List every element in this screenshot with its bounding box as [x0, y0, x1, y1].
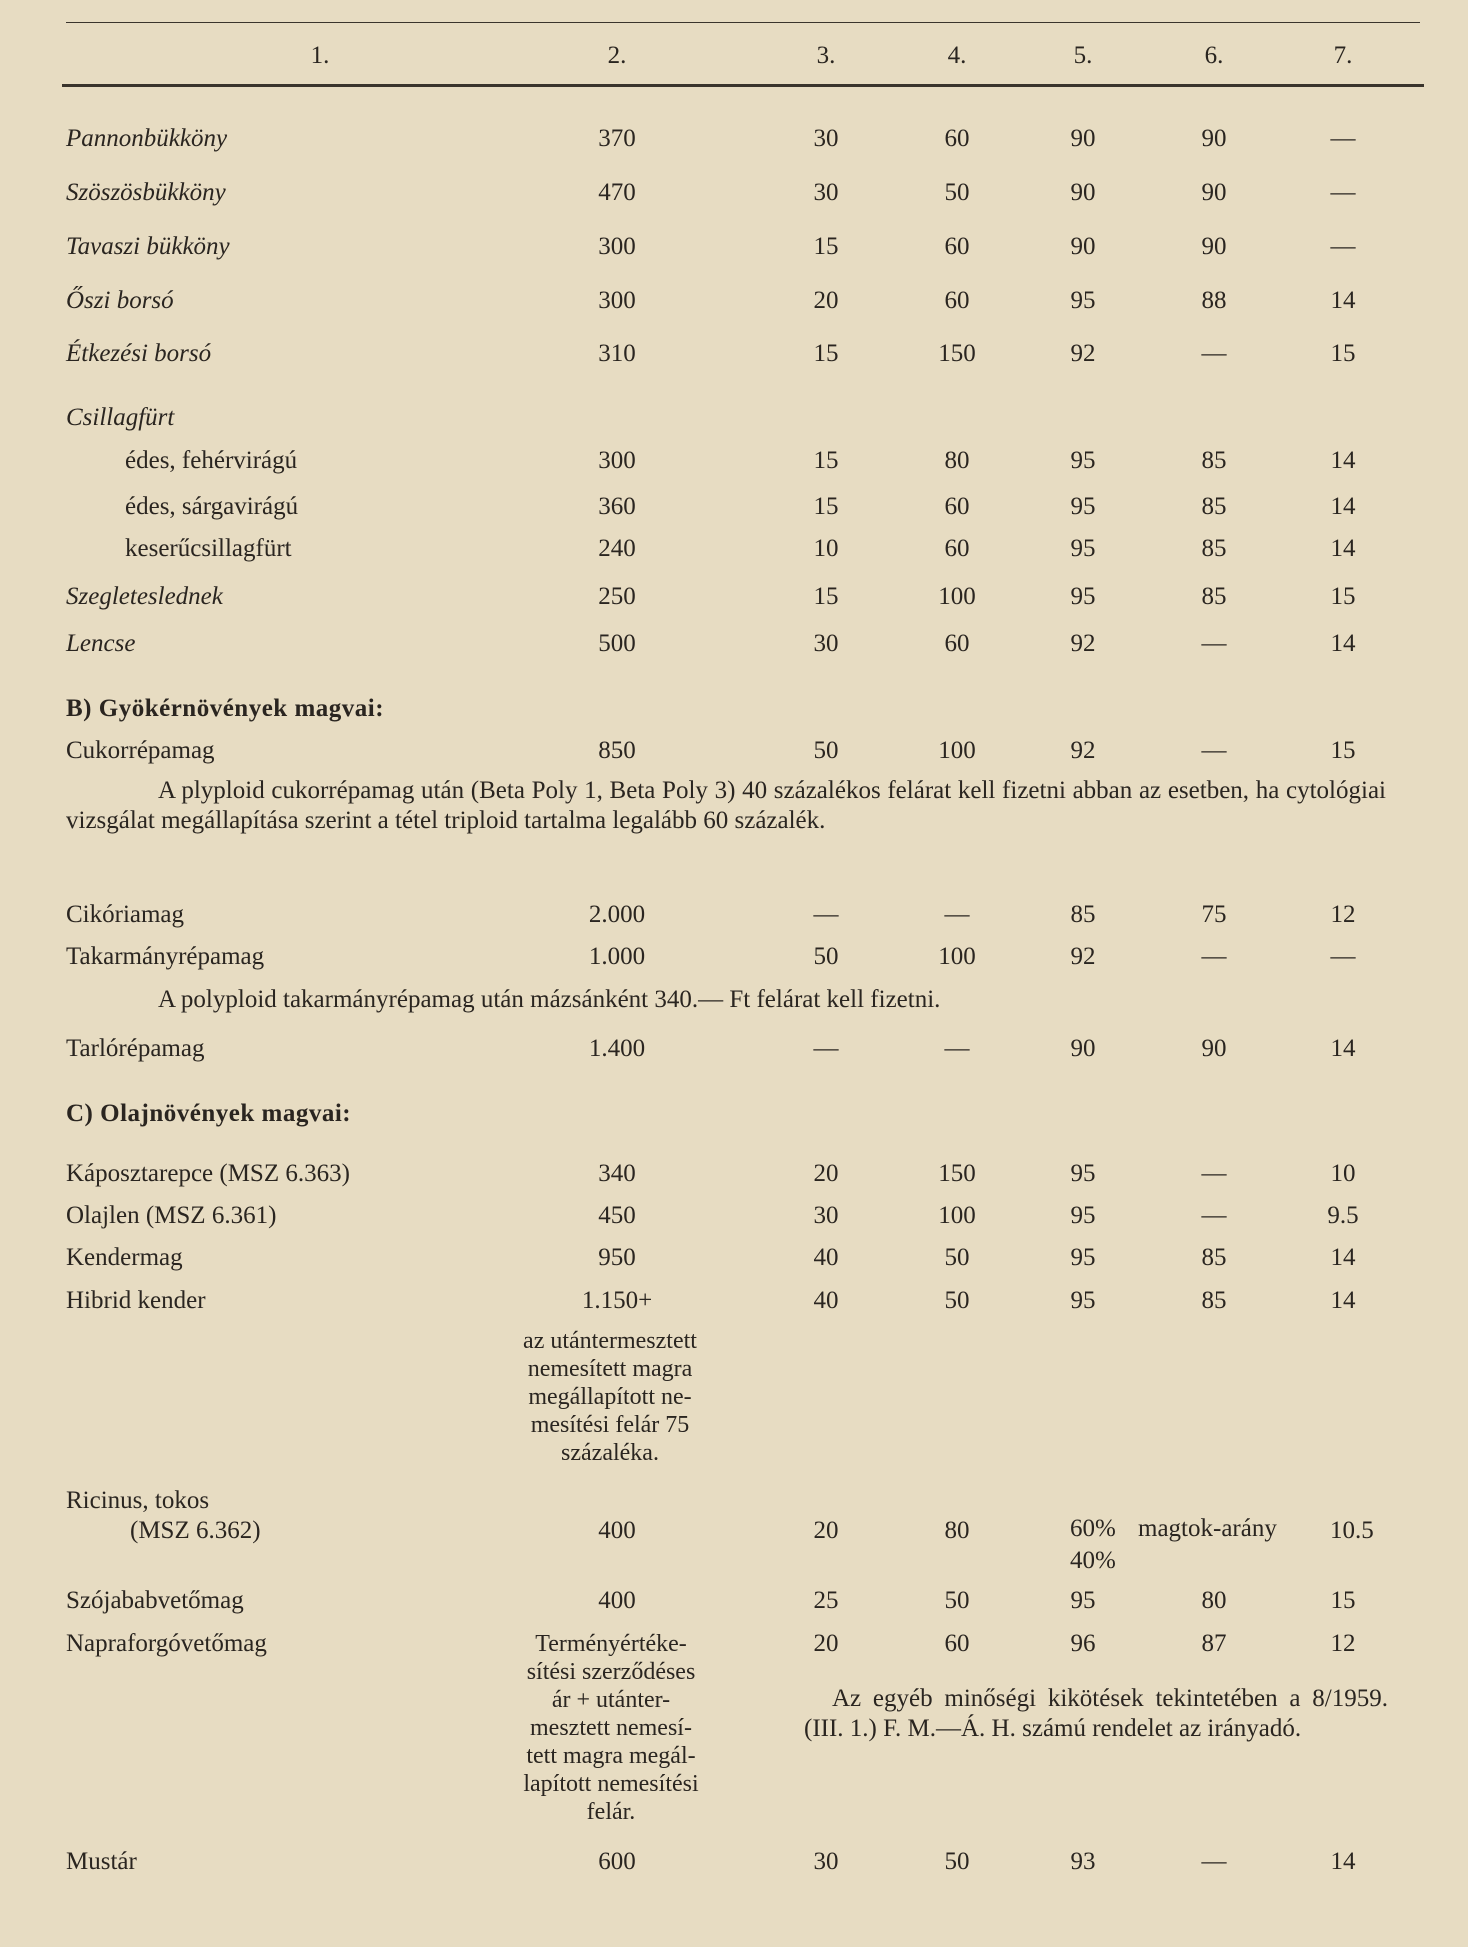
cell-value: 50: [944, 1287, 970, 1314]
row-label: édes, fehérvirágú: [125, 447, 298, 474]
cell-value: —: [1330, 125, 1356, 152]
cell-value: 20: [813, 1630, 839, 1657]
cell-value: 50: [944, 1244, 970, 1271]
cell-value: 300: [598, 233, 636, 260]
row-label: keserűcsillagfürt: [125, 535, 292, 562]
note-line: ár + utánter-: [551, 1687, 671, 1713]
column-header-2: 2.: [607, 42, 627, 69]
cell-value: —: [944, 901, 970, 928]
cell-value: 600: [598, 1848, 636, 1875]
cell-value: 60: [944, 287, 970, 314]
section-heading: B) Gyökérnövények magvai:: [66, 695, 385, 722]
cell-value: 90: [1070, 179, 1096, 206]
cell-value: 450: [598, 1202, 636, 1229]
cell-value: 100: [938, 1202, 976, 1229]
cell-value: 40: [813, 1287, 839, 1314]
cell-value: 14: [1330, 1287, 1356, 1314]
paragraph-note: A plyploid cukorrépamag után (Beta Poly 1, Beta Poly 3) 40 százalékos felárat kell fizetni abban az esetben, ha cytológiai vizsgálat megállapítása szerint a tétel triploid tartalma legalább 60 százalék.: [66, 777, 1386, 834]
cell-value: —: [1330, 179, 1356, 206]
cell-value: 12: [1330, 901, 1356, 928]
cell-value: 30: [813, 1848, 839, 1875]
note-line: lapított nemesítési: [523, 1771, 699, 1797]
note-line: nemesített magra: [527, 1356, 693, 1382]
cell-value: magtok-arány: [1138, 1515, 1277, 1542]
row-label: Ricinus, tokos: [66, 1487, 210, 1514]
cell-value: 80: [944, 447, 970, 474]
cell-value: 14: [1330, 1035, 1356, 1062]
row-label: Lencse: [66, 630, 136, 657]
cell-value: 15: [813, 583, 839, 610]
cell-value: 88: [1201, 287, 1227, 314]
cell-value: 10: [1330, 1160, 1356, 1187]
cell-value: 87: [1201, 1630, 1227, 1657]
cell-value: 1.400: [588, 1035, 646, 1062]
cell-value: 96: [1070, 1630, 1096, 1657]
cell-value: 100: [938, 737, 976, 764]
cell-value: 15: [1330, 340, 1356, 367]
cell-value: 14: [1330, 493, 1356, 520]
cell-value: 950: [598, 1244, 636, 1271]
cell-value: 95: [1070, 287, 1096, 314]
cell-value: —: [1330, 233, 1356, 260]
cell-value: 25: [813, 1587, 839, 1614]
cell-value: 30: [813, 630, 839, 657]
column-header-4: 4.: [947, 42, 967, 69]
cell-value: —: [813, 901, 839, 928]
cell-value: 12: [1330, 1630, 1356, 1657]
column-header-1: 1.: [310, 42, 330, 69]
note-line: az utántermesztett: [523, 1328, 697, 1354]
cell-value: 92: [1070, 943, 1096, 970]
cell-value: 60: [944, 233, 970, 260]
cell-value: 150: [938, 340, 976, 367]
cell-value: 250: [598, 583, 636, 610]
cell-value: 85: [1201, 447, 1227, 474]
cell-value: 15: [1330, 1587, 1356, 1614]
cell-value: 30: [813, 1202, 839, 1229]
row-label: Szegleteslednek: [66, 583, 223, 610]
cell-value: 14: [1330, 1244, 1356, 1271]
section-heading: C) Olajnövények magvai:: [66, 1100, 352, 1127]
cell-value: 40: [813, 1244, 839, 1271]
cell-value: 500: [598, 630, 636, 657]
cell-value: —: [1201, 340, 1227, 367]
cell-value: 15: [1330, 583, 1356, 610]
cell-value: 40%: [1070, 1547, 1116, 1574]
cell-value: 95: [1070, 1202, 1096, 1229]
cell-value: 100: [938, 583, 976, 610]
row-label: Olajlen (MSZ 6.361): [66, 1202, 277, 1229]
cell-value: 90: [1201, 1035, 1227, 1062]
cell-value: 95: [1070, 493, 1096, 520]
cell-value: 85: [1070, 901, 1096, 928]
cell-value: 85: [1201, 1244, 1227, 1271]
cell-value: 15: [813, 493, 839, 520]
row-label: Őszi borsó: [66, 287, 174, 314]
cell-value: 14: [1330, 630, 1356, 657]
napraforgo-note: [486, 1630, 736, 1826]
row-label: (MSZ 6.362): [130, 1517, 261, 1544]
paragraph-note: Az egyéb minőségi kikötések tekintetében a 8/1959. (III. 1.) F. M.—Á. H. számú rendelet az irányadó.: [804, 1685, 1388, 1742]
cell-value: 10.5: [1330, 1517, 1374, 1544]
note-line: felár.: [586, 1799, 636, 1825]
row-label: Tavaszi bükköny: [66, 233, 230, 260]
cell-value: 95: [1070, 1587, 1096, 1614]
cell-value: 85: [1201, 583, 1227, 610]
cell-value: 92: [1070, 737, 1096, 764]
cell-value: —: [1330, 943, 1356, 970]
cell-value: 90: [1070, 125, 1096, 152]
cell-value: 30: [813, 125, 839, 152]
cell-value: 14: [1330, 1848, 1356, 1875]
cell-value: 2.000: [588, 901, 646, 928]
cell-value: 90: [1201, 125, 1227, 152]
cell-value: 340: [598, 1160, 636, 1187]
cell-value: 470: [598, 179, 636, 206]
row-label: Tarlórépamag: [66, 1035, 205, 1062]
cell-value: 95: [1070, 447, 1096, 474]
note-line: megállapított ne-: [528, 1384, 692, 1410]
cell-value: 92: [1070, 630, 1096, 657]
row-label: Szójababvetőmag: [66, 1587, 244, 1614]
cell-value: 60: [944, 125, 970, 152]
row-label: Cikóriamag: [66, 901, 185, 928]
cell-value: 93: [1070, 1848, 1096, 1875]
hibrid-note: [480, 1327, 740, 1467]
cell-value: 14: [1330, 287, 1356, 314]
cell-value: 60: [944, 493, 970, 520]
cell-value: 75: [1201, 901, 1227, 928]
cell-value: 30: [813, 179, 839, 206]
column-header-5: 5.: [1073, 42, 1093, 69]
paragraph-note: A polyploid takarmányrépamag után mázsánként 340.— Ft felárat kell fizetni.: [158, 986, 941, 1013]
cell-value: 80: [944, 1517, 970, 1544]
column-header-6: 6.: [1204, 42, 1224, 69]
cell-value: 300: [598, 447, 636, 474]
cell-value: —: [1201, 1202, 1227, 1229]
cell-value: 360: [598, 493, 636, 520]
cell-value: 14: [1330, 447, 1356, 474]
note-line: százaléka.: [561, 1440, 659, 1466]
row-label: Mustár: [66, 1848, 137, 1875]
row-label: Napraforgóvetőmag: [66, 1630, 267, 1657]
cell-value: 9.5: [1327, 1202, 1359, 1229]
row-label: Káposztarepce (MSZ 6.363): [66, 1160, 350, 1187]
row-label: Hibrid kender: [66, 1287, 206, 1314]
cell-value: 10: [813, 535, 839, 562]
cell-value: 14: [1330, 535, 1356, 562]
row-label: Étkezési borsó: [66, 340, 212, 367]
cell-value: 150: [938, 1160, 976, 1187]
cell-value: 60: [944, 535, 970, 562]
cell-value: 1.000: [588, 943, 646, 970]
note-line: mesítési felár 75: [530, 1412, 690, 1438]
top-rule: [66, 22, 1420, 23]
cell-value: 60: [944, 1630, 970, 1657]
cell-value: 15: [813, 447, 839, 474]
cell-value: 20: [813, 1160, 839, 1187]
cell-value: 50: [813, 737, 839, 764]
header-rule: [62, 84, 1424, 87]
cell-value: 100: [938, 943, 976, 970]
note-line: sítési szerződéses: [526, 1659, 696, 1685]
cell-value: 50: [944, 1848, 970, 1875]
cell-value: 50: [944, 179, 970, 206]
cell-value: 300: [598, 287, 636, 314]
cell-value: —: [813, 1035, 839, 1062]
row-label: Takarmányrépamag: [66, 943, 265, 970]
cell-value: 85: [1201, 1287, 1227, 1314]
note-line: mesztett nemesí-: [530, 1715, 692, 1741]
cell-value: 90: [1201, 179, 1227, 206]
column-header-3: 3.: [816, 42, 836, 69]
cell-value: 370: [598, 125, 636, 152]
cell-value: 95: [1070, 1287, 1096, 1314]
cell-value: 400: [598, 1587, 636, 1614]
cell-value: 50: [944, 1587, 970, 1614]
cell-value: 80: [1201, 1587, 1227, 1614]
cell-value: 850: [598, 737, 636, 764]
cell-value: 15: [813, 340, 839, 367]
cell-value: 20: [813, 1517, 839, 1544]
row-label: Cukorrépamag: [66, 737, 215, 764]
cell-value: —: [1201, 630, 1227, 657]
note-line: tett magra megál-: [526, 1743, 696, 1769]
cell-value: 92: [1070, 340, 1096, 367]
cell-value: 60%: [1070, 1515, 1116, 1542]
cell-value: 90: [1201, 233, 1227, 260]
column-header-7: 7.: [1333, 42, 1353, 69]
cell-value: 310: [598, 340, 636, 367]
cell-value: 95: [1070, 1160, 1096, 1187]
cell-value: 90: [1070, 233, 1096, 260]
cell-value: 15: [1330, 737, 1356, 764]
cell-value: 20: [813, 287, 839, 314]
cell-value: 95: [1070, 583, 1096, 610]
note-line: Terményértéke-: [535, 1631, 687, 1657]
cell-value: 85: [1201, 493, 1227, 520]
cell-value: 50: [813, 943, 839, 970]
cell-value: 1.150+: [581, 1287, 653, 1314]
cell-value: 85: [1201, 535, 1227, 562]
row-label: édes, sárgavirágú: [125, 493, 299, 520]
cell-value: —: [1201, 943, 1227, 970]
cell-value: —: [1201, 1848, 1227, 1875]
cell-value: 400: [598, 1517, 636, 1544]
cell-value: 15: [813, 233, 839, 260]
cell-value: —: [944, 1035, 970, 1062]
row-label: Kendermag: [66, 1244, 183, 1271]
cell-value: 95: [1070, 1244, 1096, 1271]
cell-value: 60: [944, 630, 970, 657]
cell-value: —: [1201, 1160, 1227, 1187]
row-label: Szöszösbükköny: [66, 179, 226, 206]
cell-value: —: [1201, 737, 1227, 764]
cell-value: 90: [1070, 1035, 1096, 1062]
cell-value: 95: [1070, 535, 1096, 562]
row-label: Csillagfürt: [66, 404, 175, 431]
row-label: Pannonbükköny: [66, 125, 228, 152]
cell-value: 240: [598, 535, 636, 562]
